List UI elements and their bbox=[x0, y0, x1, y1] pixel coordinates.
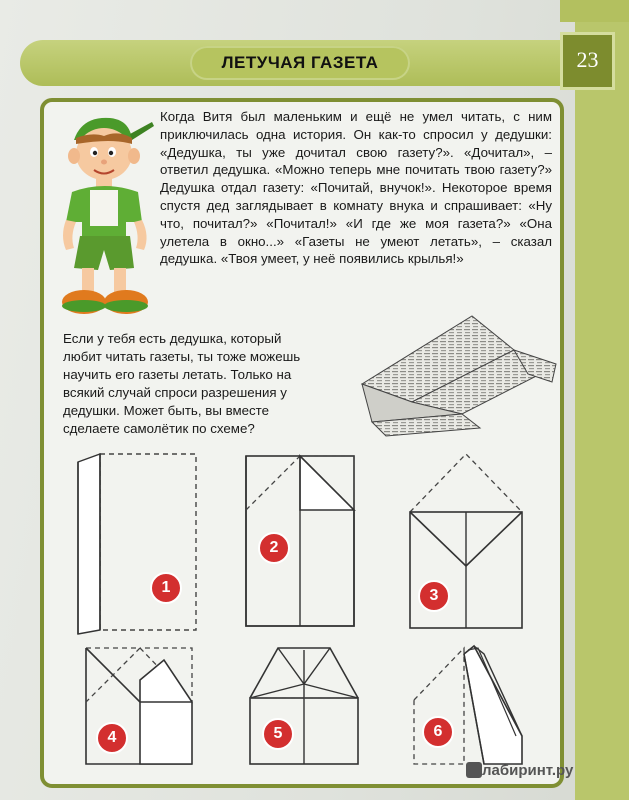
fold-step-6 bbox=[404, 640, 534, 770]
step-badge-3 bbox=[418, 580, 450, 612]
story-paragraph: Когда Витя был маленьким и ещё не умел читать, с ним приключилась одна история. Он как-то спросил у дедушки: «Дедушка, ты уже дочитал свою газету?». «Дочитал», – ответил дедушка. «Можно теперь мне почитать твою газету?» Дедушка отдал газету: «Почитай, внучок!». Некоторое время спустя дед заглядывает в комнату внука и спрашивает: «Ну что, почитал?» «Почитал!» «И где же моя газета?» «Она улетела в окно...» «Газеты не умеют летать», – сказал дедушка. «Твоя умеет, у неё появились крылья!» bbox=[160, 109, 552, 267]
page-edge-strip bbox=[575, 0, 629, 800]
newspaper-plane-illustration bbox=[352, 310, 562, 440]
advice-paragraph: Если у тебя есть дедушка, который любит читать газеты, ты тоже можешь научить его газеты летать. Только на всякий случай спроси разрешения у дедушки. Может быть, вы вместе сделаете самолётик по схеме? bbox=[63, 331, 301, 436]
page-title: ЛЕТУЧАЯ ГАЗЕТА bbox=[221, 53, 379, 72]
step-number-4: 4 bbox=[107, 729, 117, 746]
step-number-5: 5 bbox=[273, 725, 283, 742]
step-badge-2 bbox=[258, 532, 290, 564]
page-number: 23 bbox=[576, 47, 599, 72]
step-badge-5 bbox=[262, 718, 294, 750]
step-number-6: 6 bbox=[433, 723, 443, 740]
watermark-text: лабиринт.ру bbox=[482, 762, 574, 779]
advice-text bbox=[63, 330, 319, 438]
boy-illustration bbox=[52, 110, 158, 320]
watermark-logo bbox=[466, 762, 482, 778]
step-number-3: 3 bbox=[429, 587, 439, 604]
step-number-2: 2 bbox=[269, 539, 279, 556]
page-edge-strip-top bbox=[560, 0, 629, 22]
step-badge-6 bbox=[422, 716, 454, 748]
step-number-1: 1 bbox=[161, 579, 171, 596]
step-badge-1 bbox=[150, 572, 182, 604]
step-badge-4 bbox=[96, 722, 128, 754]
fold-step-5 bbox=[242, 640, 372, 770]
story-text bbox=[160, 108, 552, 268]
fold-step-1 bbox=[72, 448, 202, 638]
